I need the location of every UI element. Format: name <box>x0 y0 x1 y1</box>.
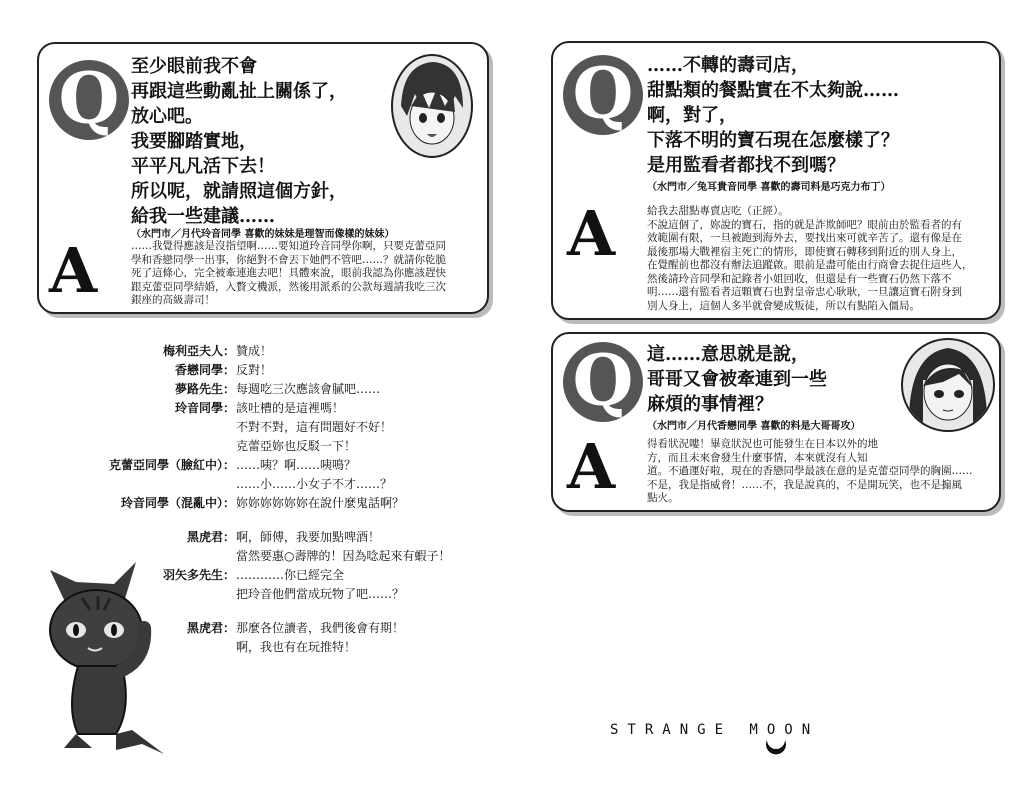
question-credit: （水門市／兔耳貴音同學 喜歡的壽司料是巧克力布丁） <box>647 182 891 193</box>
a-mark: A <box>49 234 98 307</box>
question-text: 這……意思就是說， 哥哥又會被牽連到一些 麻煩的事情裡？ <box>647 344 827 415</box>
answer-text: 給我去甜點專賣店吃（正經）。 不說這個了，妳說的寶石，指的就是詐欺師吧？眼前由於監看者的有 效範圍有限，一旦被跑到海外去，要找出來可就辛苦了。還有像是在 最後那場大戰裡宿主死亡的情形，即使寶石轉移到附近的別人身上， 在覺醒前也都沒有辦法追蹤啟。眼前是盡可能由行商會去捉住這些人， 然後請玲音同學和記錄者小姐回收，但還是有一些寶石仍然下落不 明……還有監看者這顆寶石也對皇帝忠心耿耿，一旦讓這寶石附身到 別人身上，這個人多半就會變成叛徒，所以有點陷入僵局。 <box>647 205 973 312</box>
dialogue-line: ……咦？啊……咦鳴？ <box>236 458 357 472</box>
dialogue-line: 啊，師傅，我要加點啤酒！ <box>236 530 381 544</box>
q-mark: Q <box>563 342 643 422</box>
speaker-name: 克蕾亞同學（臉紅中）： <box>108 458 235 472</box>
dialogue-line: …………你已經完全 <box>236 568 345 582</box>
dialogue-line: ……小……小女子不才……？ <box>236 477 393 491</box>
dialogue-line: 贊成！ <box>236 344 273 358</box>
speaker-name: 玲音同學（混亂中）： <box>120 496 235 510</box>
dialogue-line: 克蕾亞妳也反駁一下！ <box>236 439 357 453</box>
right-bottom-qa-card <box>551 332 1001 512</box>
answer-text: 得看狀況嘍！畢竟狀況也可能發生在日本以外的地 方，而且未來會發生什麼事情，本來就沒有人知 道。不過運好啦，現在的香戀同學最該在意的是克蕾亞同學的胸圍…… 不是，我是指威脅！……不，我是說真的，不是開玩笑，也不是搧風 點火。 <box>647 438 973 504</box>
speaker-name: 夢路先生： <box>174 382 235 396</box>
speaker-name: 黑虎君： <box>186 530 235 544</box>
left-qa-card <box>37 42 489 314</box>
dialogue-line: 當然要惠○壽牌的！因為唸起來有蝦子！ <box>236 549 451 563</box>
character-avatar <box>391 54 473 158</box>
question-credit: （水門市／月代香戀同學 喜歡的料是大哥哥攻） <box>647 421 861 432</box>
q-mark: Q <box>563 55 643 135</box>
a-mark: A <box>567 197 616 270</box>
dialogue-line: 那麼各位讀者，我們後會有期！ <box>236 621 405 635</box>
dialogue-line: 妳妳妳妳妳妳在說什麼鬼話啊？ <box>236 496 405 510</box>
a-mark: A <box>567 430 616 503</box>
question-credit: （水門市／月代玲音同學 喜歡的妹妹是理智而像樣的妹妹） <box>131 229 395 240</box>
dialogue-line: 每週吃三次應該會膩吧…… <box>236 382 381 396</box>
speaker-name: 黑虎君： <box>186 621 235 635</box>
dialogue-line: 不對不對，這有問題好不好！ <box>236 420 393 434</box>
question-text: 至少眼前我不會 再跟這些動亂扯上關係了， 放心吧。 我要腳踏實地， 平平凡凡活下去！ 所以呢，就請照這個方針， 給我一些建議…… <box>131 56 347 227</box>
q-mark: Q <box>49 60 129 140</box>
speaker-name: 羽矢多先生： <box>162 568 235 582</box>
black-tiger-cat-illustration <box>36 558 168 758</box>
strange-moon-logo: STRANGE MOON <box>610 722 820 738</box>
character-avatar <box>901 338 995 432</box>
right-top-qa-card <box>551 41 1001 320</box>
dialogue-line: 把玲音他們當成玩物了吧……？ <box>236 587 405 601</box>
crescent-moon-icon <box>763 734 789 764</box>
speaker-name: 梅利亞夫人： <box>162 344 235 358</box>
question-text: ……不轉的壽司店， 甜點類的餐點實在不太夠說…… 啊，對了， 下落不明的寶石現在怎麼樣了？ 是用監看者都找不到嗎？ <box>647 55 899 176</box>
speaker-name: 玲音同學： <box>174 401 235 415</box>
answer-text: ……我覺得應該是沒指望啊……要知道玲音同學你啊，只要克蕾亞同 學和香戀同學一出事，你絕對不會丟下她們不管吧……？就請你乾脆 死了這條心，完全被牽連進去吧！具體來說，眼前我認為你應該趕快 跟克蕾亞同學結婚，入贅文機派，然後用派系的公款每週請我吃三次 銀座的高級壽司！ <box>131 240 446 306</box>
dialogue-line: 啊，我也有在玩推特！ <box>236 640 357 654</box>
dialogue-line: 反對！ <box>236 363 273 377</box>
dialogue-line: 該吐槽的是這裡嗎！ <box>236 401 345 415</box>
speaker-name: 香戀同學： <box>174 363 235 377</box>
